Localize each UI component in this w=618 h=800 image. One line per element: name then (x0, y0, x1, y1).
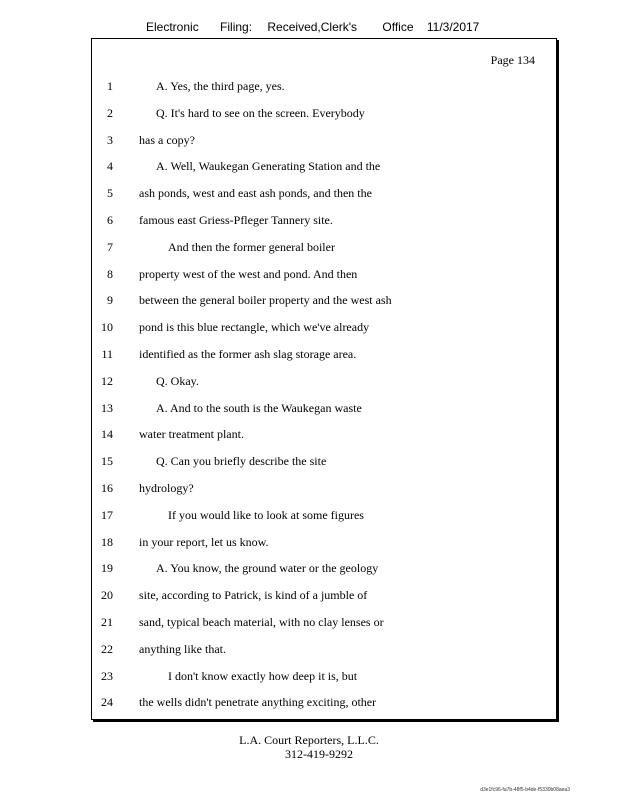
line-number: 20 (101, 588, 113, 603)
line-number: 12 (101, 373, 113, 388)
line-number: 3 (107, 132, 113, 147)
header-word-electronic: Electronic (146, 20, 199, 34)
line-number: 9 (107, 293, 113, 308)
header-word-received: Received,Clerk's (267, 20, 358, 34)
transcript-line (92, 261, 556, 288)
line-number: 22 (101, 641, 113, 656)
header-word-office: Office (382, 20, 414, 34)
line-text: I don't know exactly how deep it is, but (168, 668, 358, 683)
line-number: 18 (101, 534, 113, 549)
line-text: A. And to the south is the Waukegan waste (156, 400, 362, 415)
transcript-line (92, 448, 556, 475)
line-number: 15 (101, 454, 113, 469)
transcript-line (92, 234, 556, 261)
line-number: 23 (101, 668, 113, 683)
transcript-line (92, 341, 556, 368)
line-text: anything like that. (139, 641, 226, 656)
transcript-line (92, 287, 556, 314)
line-text: If you would like to look at some figures (168, 507, 364, 522)
line-number: 1 (107, 79, 113, 93)
reporter-phone: 312-419-9292 (285, 747, 353, 761)
line-text: Q. It's hard to see on the screen. Everybody (156, 105, 365, 120)
transcript-line (92, 127, 556, 154)
transcript-line (92, 180, 556, 207)
reporter-footer (0, 733, 618, 761)
line-text: in your report, let us know. (139, 534, 269, 549)
line-text: identified as the former ash slag storage area. (139, 346, 357, 361)
line-text: has a copy? (139, 132, 195, 147)
transcript-line (92, 609, 556, 636)
line-number: 11 (101, 346, 113, 361)
line-number: 5 (107, 186, 113, 201)
line-text: A. You know, the ground water or the geology (156, 561, 379, 576)
page-number: Page 134 (490, 53, 535, 67)
line-text: And then the former general boiler (168, 239, 335, 254)
line-text: the wells didn't penetrate anything exciting, other (139, 695, 377, 710)
transcript-line (92, 582, 556, 609)
filing-header (146, 20, 479, 34)
line-number: 16 (101, 480, 113, 495)
line-number: 14 (101, 427, 113, 442)
line-number: 21 (101, 614, 113, 629)
line-text: A. Yes, the third page, yes. (156, 79, 285, 93)
line-text: Q. Can you briefly describe the site (156, 454, 327, 469)
transcript-line (92, 421, 556, 448)
line-text: pond is this blue rectangle, which we've already (139, 320, 370, 335)
line-number: 24 (101, 695, 113, 710)
transcript-lines (92, 73, 556, 716)
transcript-line (92, 207, 556, 234)
line-text: A. Well, Waukegan Generating Station and the (156, 159, 381, 174)
line-number: 4 (107, 159, 113, 174)
line-text: property west of the west and pond. And then (139, 266, 358, 281)
line-number: 17 (101, 507, 113, 522)
transcript-line (92, 73, 556, 100)
transcript-line (92, 368, 556, 395)
line-text: between the general boiler property and the west ash (139, 293, 392, 308)
transcript-line (92, 314, 556, 341)
transcript-page (91, 38, 557, 720)
header-filing-date: 11/3/2017 (426, 20, 480, 34)
reporter-company: L.A. Court Reporters, L.L.C. (239, 733, 379, 747)
line-number: 13 (101, 400, 113, 415)
transcript-line (92, 689, 556, 716)
line-text: sand, typical beach material, with no clay lenses or (139, 614, 384, 629)
transcript-line (92, 555, 556, 582)
line-number: 2 (107, 105, 113, 120)
transcript-line (92, 395, 556, 422)
line-number: 7 (107, 239, 113, 254)
line-number: 8 (107, 266, 113, 281)
line-number: 6 (107, 212, 113, 227)
transcript-line (92, 100, 556, 127)
document-id: d3e1fc96-fa7b-48f5-b4de-f5330b08aea3 (480, 787, 570, 793)
transcript-line (92, 663, 556, 690)
line-text: water treatment plant. (139, 427, 244, 442)
line-text: hydrology? (139, 480, 194, 495)
transcript-line (92, 636, 556, 663)
transcript-line (92, 475, 556, 502)
line-number: 19 (101, 561, 113, 576)
header-word-filing: Filing: (220, 20, 253, 34)
line-text: ash ponds, west and east ash ponds, and then the (139, 186, 372, 201)
line-text: site, according to Patrick, is kind of a jumble of (139, 588, 368, 603)
transcript-line (92, 502, 556, 529)
line-text: famous east Griess-Pfleger Tannery site. (139, 212, 333, 227)
transcript-line (92, 529, 556, 556)
line-number: 10 (101, 320, 113, 335)
transcript-line (92, 153, 556, 180)
line-text: Q. Okay. (156, 373, 199, 388)
